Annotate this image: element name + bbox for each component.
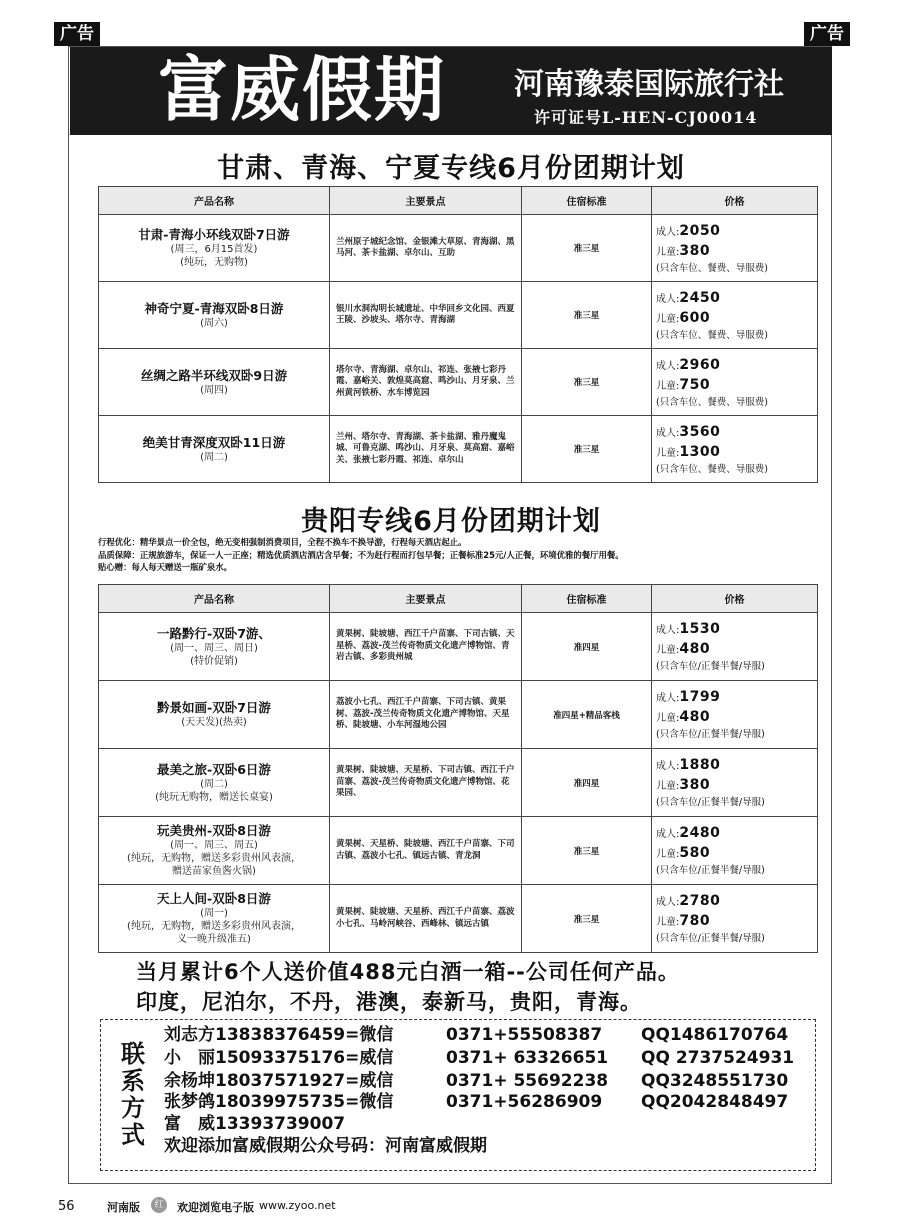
price-cell (652, 282, 818, 349)
adult-price: 2450 (679, 289, 721, 306)
product-cell (99, 885, 330, 953)
child-price-row (656, 844, 817, 864)
product-schedule: (周六) (200, 317, 228, 329)
adult-price-label: 成人: (656, 761, 680, 772)
product-schedule: (天天发)(热卖) (181, 717, 247, 728)
spots-cell (330, 681, 522, 749)
product-cell (99, 681, 330, 749)
table-row (99, 215, 818, 282)
hotel-standard: 准三星 (522, 416, 652, 483)
child-price: 1300 (679, 443, 721, 460)
contact-name-1: 刘志方13838376459=微信 (164, 1025, 394, 1045)
child-price-row (656, 443, 817, 463)
product-cell (99, 817, 330, 885)
product-remark-2: 赠送苗家鱼酱火锅) (172, 866, 256, 877)
hotel-standard: 准三星 (522, 282, 652, 349)
section2-title: 贵阳专线6月份团期计划 (301, 506, 601, 537)
price-note: (只含车位、餐费、导服费) (656, 396, 768, 408)
child-price: 380 (679, 242, 711, 259)
section1-title: 甘肃、青海、宁夏专线6月份团期计划 (217, 153, 685, 184)
ad-label-left: 广告 (54, 22, 100, 46)
product-schedule: (周一、周三、周五) (170, 840, 258, 851)
hotel-standard: 准四星 (522, 613, 652, 681)
note-gift: 贴心赠：每人每天赠送一瓶矿泉水。 (98, 562, 232, 572)
price-cell (652, 681, 818, 749)
child-price-label: 儿童: (656, 447, 680, 459)
brand-title: 富威假期 (158, 49, 446, 131)
child-price: 750 (679, 376, 711, 393)
adult-price: 1530 (679, 621, 721, 637)
contact-label: 联系方式 (121, 1040, 145, 1149)
adult-price: 2960 (679, 356, 721, 373)
product-schedule: (周一) (200, 908, 228, 919)
col-header-price: 价格 (652, 585, 818, 613)
price-note: (只含车位/正餐半餐/导服) (656, 729, 765, 740)
contact-tel-3: 0371+ 55692238 (446, 1071, 609, 1091)
adult-price-label: 成人: (656, 625, 680, 636)
adult-price: 1799 (679, 689, 721, 705)
price-cell (652, 885, 818, 953)
product-remark: (纯玩，无购物，赠送多彩贵州风表演， (127, 853, 301, 864)
price-cell (652, 349, 818, 416)
col-header-hotel: 住宿标准 (522, 585, 652, 613)
spots-text: 塔尔寺、青海湖、卓尔山、祁连、张掖七彩丹霞、嘉峪关、敦煌莫高窟、鸣沙山、月牙泉、兰州黄河铁桥、水车博览园 (336, 364, 515, 398)
product-cell (99, 749, 330, 817)
col-header-spots: 主要景点 (330, 585, 522, 613)
price-cell (652, 613, 818, 681)
spots-cell (330, 416, 522, 483)
price-note: (只含车位、餐费、导服费) (656, 463, 768, 475)
adult-price-row (656, 222, 817, 242)
product-schedule: (周二) (200, 451, 228, 463)
spots-text: 黄果树、陡坡塘、西江千户苗寨、下司古镇、天星桥、荔波-茂兰传奇物质文化遗产博物馆、青岩古镇、多彩贵州城 (336, 629, 515, 663)
agency-name: 河南豫泰国际旅行社 (514, 67, 784, 102)
product-schedule: (周四) (200, 384, 228, 396)
page-number: 56 (58, 1199, 75, 1214)
child-price-label: 儿童: (656, 713, 680, 724)
price-note: (只含车位/正餐半餐/导服) (656, 865, 765, 876)
product-cell (99, 349, 330, 416)
product-remark: (纯玩无购物，赠送长桌宴) (155, 791, 273, 803)
hotel-standard: 准三星 (522, 817, 652, 885)
child-price-label: 儿童: (656, 645, 680, 656)
adult-price-row (656, 824, 817, 844)
child-price-row (656, 640, 817, 660)
adult-price-row (656, 356, 817, 376)
product-name: 神奇宁夏-青海双卧8日游 (144, 300, 284, 316)
hotel-standard: 准三星 (522, 349, 652, 416)
col-header-hotel: 住宿标准 (522, 187, 652, 215)
product-name: 玩美贵州-双卧8日游 (157, 823, 271, 838)
table-row (99, 681, 818, 749)
adult-price-row (656, 756, 817, 776)
adult-price: 1880 (679, 757, 721, 773)
price-note: (只含车位/正餐半餐/导服) (656, 933, 765, 944)
table-row (99, 349, 818, 416)
price-cell (652, 215, 818, 282)
edition-badge: 红 (151, 1197, 167, 1213)
spots-text: 银川水洞沟明长城遗址、中华回乡文化园、西夏王陵、沙坡头、塔尔寺、青海湖 (336, 303, 515, 325)
adult-price-row (656, 423, 817, 443)
product-remark: (特价促销) (190, 655, 238, 667)
contact-name-2: 小 丽15093375176=威信 (164, 1048, 394, 1068)
col-header-spots: 主要景点 (330, 187, 522, 215)
child-price-label: 儿童: (656, 849, 680, 860)
product-name: 天上人间-双卧8日游 (157, 891, 271, 906)
product-name: 丝绸之路半环线双卧9日游 (140, 367, 288, 383)
public-account: 欢迎添加富威假期公众号码：河南富威假期 (164, 1136, 487, 1156)
contact-tel-4: 0371+56286909 (446, 1092, 603, 1112)
adult-price-label: 成人: (656, 693, 680, 704)
col-header-product: 产品名称 (99, 187, 330, 215)
product-cell (99, 416, 330, 483)
child-price-row (656, 912, 817, 932)
child-price-row (656, 776, 817, 796)
adult-price-row (656, 892, 817, 912)
child-price-row (656, 242, 817, 262)
child-price-label: 儿童: (656, 313, 680, 325)
product-schedule: (周一、周三、周日) (170, 642, 258, 654)
child-price-label: 儿童: (656, 246, 680, 258)
spots-cell (330, 749, 522, 817)
section2-notes (98, 536, 833, 574)
price-note: (只含车位、餐费、导服费) (656, 262, 768, 274)
spots-cell (330, 613, 522, 681)
child-price-row (656, 708, 817, 728)
license-number: 许可证号L-HEN-CJ00014 (534, 108, 758, 127)
table-row (99, 416, 818, 483)
child-price-row (656, 376, 817, 396)
table-row (99, 817, 818, 885)
spots-cell (330, 817, 522, 885)
contact-tel-2: 0371+ 63326651 (446, 1048, 609, 1068)
product-name: 绝美甘青深度双卧11日游 (142, 434, 286, 450)
price-cell (652, 416, 818, 483)
table-row (99, 885, 818, 953)
section1-table (98, 186, 818, 483)
adult-price-label: 成人: (656, 360, 680, 372)
child-price: 480 (679, 709, 711, 725)
edition-badge-wrap (151, 1197, 167, 1213)
adult-price-label: 成人: (656, 293, 680, 305)
price-note: (只含车位/正餐半餐/导服) (656, 797, 765, 808)
adult-price-label: 成人: (656, 226, 680, 238)
child-price: 780 (679, 913, 711, 929)
table-row (99, 282, 818, 349)
hotel-standard: 准三星 (522, 885, 652, 953)
section2-table (98, 584, 818, 953)
product-cell (99, 282, 330, 349)
product-remark: (纯玩，无购物，赠送多彩贵州风表演， (127, 921, 301, 932)
adult-price: 3560 (679, 423, 721, 440)
child-price: 480 (679, 641, 711, 657)
product-name: 甘肃-青海小环线双卧7日游 (138, 227, 290, 242)
product-name: 一路黔行-双卧7游、 (157, 625, 271, 641)
hotel-standard: 准四星 (522, 749, 652, 817)
price-note: (只含车位、餐费、导服费) (656, 329, 768, 341)
contact-name-3: 余杨坤18037571927=威信 (164, 1071, 394, 1091)
table-row (99, 749, 818, 817)
price-cell (652, 817, 818, 885)
col-header-price: 价格 (652, 187, 818, 215)
child-price: 380 (679, 777, 711, 793)
hotel-standard: 准四星+精品客栈 (522, 681, 652, 749)
spots-cell (330, 885, 522, 953)
adult-price-row (656, 620, 817, 640)
edition: 河南版 (107, 1201, 140, 1214)
spots-text: 黄果树、陡坡塘、天星桥、下司古镇、西江千户苗寨、荔波-茂兰传奇物质文化遗产博物馆、花果园、 (336, 765, 515, 799)
price-cell (652, 749, 818, 817)
contact-tel-1: 0371+55508387 (446, 1025, 603, 1045)
child-price: 580 (679, 845, 711, 861)
adult-price-label: 成人: (656, 829, 680, 840)
adult-price-row (656, 688, 817, 708)
product-cell (99, 613, 330, 681)
child-price-label: 儿童: (656, 917, 680, 928)
hotel-standard: 准三星 (522, 215, 652, 282)
footer-slogan: 欢迎浏览电子版 (177, 1201, 254, 1214)
spots-text: 黄果树、陡坡塘、天星桥、西江千户苗寨、荔波小七孔、马岭河峡谷、西峰林、镇远古镇 (336, 907, 515, 929)
header-banner (70, 47, 832, 135)
adult-price-label: 成人: (656, 427, 680, 439)
promo-line-2: 印度，尼泊尔，不丹，港澳，泰新马，贵阳，青海。 (136, 990, 642, 1014)
adult-price: 2050 (679, 222, 721, 239)
note-quality: 品质保障：正规旅游车，保证一人一正座；精选优质酒店酒店含早餐；不为赶行程而打包早餐；正餐标准25元/人正餐，环境优雅的餐厅用餐。 (98, 549, 624, 560)
product-remark: (纯玩，无购物) (180, 257, 248, 268)
child-price-label: 儿童: (656, 781, 680, 792)
product-schedule: (周二) (200, 778, 228, 790)
child-price-row (656, 309, 817, 329)
contact-qq-1: QQ1486170764 (641, 1025, 789, 1045)
adult-price: 2780 (679, 893, 721, 909)
product-remark-2: 义一晚升级准五) (177, 934, 251, 945)
col-header-product: 产品名称 (99, 585, 330, 613)
contact-name-5: 富 威13393739007 (164, 1114, 346, 1134)
promo-line-1: 当月累计6个人送价值488元白酒一箱--公司任何产品。 (136, 960, 680, 984)
child-price: 600 (679, 309, 711, 326)
product-name: 黔景如画-双卧7日游 (157, 700, 271, 715)
spots-text: 兰州、塔尔寺、青海湖、茶卡盐湖、雅丹魔鬼城、可鲁克湖、鸣沙山、月牙泉、莫高窟、嘉峪关、张掖七彩丹霞、祁连、卓尔山 (336, 431, 515, 465)
contact-name-4: 张梦鸽18039975735=微信 (164, 1092, 394, 1112)
spots-text: 黄果树、天星桥、陡坡塘、西江千户苗寨、下司古镇、荔波小七孔、镇远古镇、青龙洞 (336, 839, 515, 861)
spots-cell (330, 282, 522, 349)
contact-qq-3: QQ3248551730 (641, 1071, 789, 1091)
spots-cell (330, 215, 522, 282)
ad-label-right: 广告 (804, 22, 850, 46)
product-name: 最美之旅-双卧6日游 (157, 761, 271, 777)
spots-text: 荔波小七孔、西江千户苗寨、下司古镇、黄果树、荔波-茂兰传奇物质文化遗产博物馆、天星桥、陡坡塘、小车河湿地公园 (336, 697, 510, 731)
price-note: (只含车位/正餐半餐/导服) (656, 661, 765, 672)
footer-url[interactable]: www.zyoo.net (259, 1199, 336, 1212)
note-itinerary: 行程优化：精华景点一价全包，绝无变相强制消费项目，全程不换车不换导游，行程每天酒店起止。 (98, 537, 467, 547)
child-price-label: 儿童: (656, 380, 680, 392)
adult-price: 2480 (679, 825, 721, 841)
product-schedule: (周三，6月15首发) (170, 244, 258, 255)
spots-text: 兰州原子城纪念馆、金银滩大草原、青海湖、黑马河、茶卡盐湖、卓尔山、互助 (336, 236, 515, 258)
contact-qq-2: QQ 2737524931 (641, 1048, 795, 1068)
product-cell (99, 215, 330, 282)
contact-qq-4: QQ2042848497 (641, 1092, 789, 1112)
adult-price-label: 成人: (656, 897, 680, 908)
spots-cell (330, 349, 522, 416)
table-row (99, 613, 818, 681)
adult-price-row (656, 289, 817, 309)
